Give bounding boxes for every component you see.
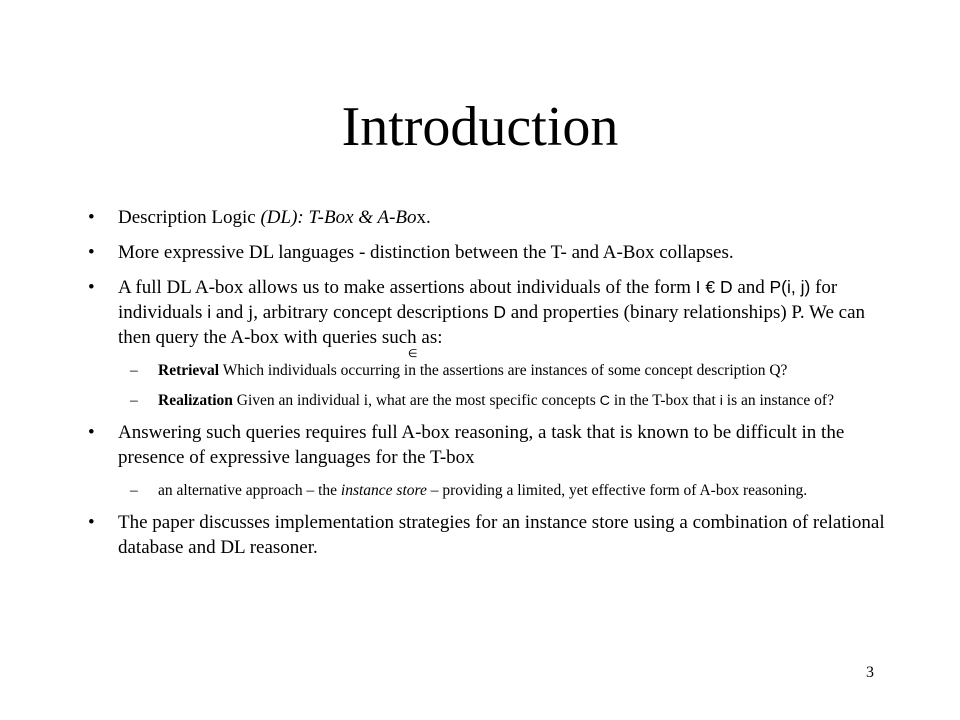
formula-text: I € D: [695, 277, 733, 297]
bullet-item: [88, 510, 888, 560]
sub-bullet-marker: –: [130, 482, 138, 499]
formula-text: P(i, j): [769, 277, 811, 297]
bullet-marker: •: [88, 242, 95, 263]
slide-title: Introduction: [341, 96, 619, 158]
bullet-text: More expressive DL languages - distinction between the T- and A-Box collapses.: [118, 242, 734, 263]
sub-bullet-emphasis: instance store: [340, 482, 427, 499]
sub-bullet-item: [88, 348, 888, 382]
sub-bullet-heading: Retrieval: [158, 362, 220, 379]
page-number: 3: [866, 664, 874, 681]
bullet-item: [88, 275, 888, 350]
bullet-text: Answering such queries requires full A-box reasoning, a task that is known to be difficult in the presence of expressive languages for the T-box: [118, 422, 845, 468]
sub-bullet-heading: Realization: [158, 392, 233, 409]
bullet-item: [88, 205, 888, 230]
sub-bullet-item: [88, 480, 888, 502]
sub-bullet-marker: –: [130, 362, 138, 379]
bullet-text: and j, arbitrary concept descriptions: [211, 302, 494, 323]
bullet-text: A full DL A-box allows us to make assertions about individuals of the form: [118, 277, 696, 298]
sub-bullet-text: is an instance of?: [722, 392, 834, 409]
bullet-marker: •: [88, 512, 95, 533]
bullet-marker: •: [88, 207, 95, 228]
bullet-item: [88, 420, 888, 470]
sub-bullet-text: Which individuals occurring in: [219, 362, 420, 379]
slide-content: [88, 205, 888, 570]
sub-bullet-text: the assertions are instances of some concept description Q?: [419, 362, 788, 379]
bullet-text: The paper discusses implementation strategies for an instance store using a combination of relational database and DL reasoner.: [118, 512, 885, 558]
bullet-text: and properties (binary relationships) P. We can then query the A-box with queries such as:: [118, 302, 866, 348]
formula-text: C: [599, 393, 610, 409]
sub-bullet-text: Given an individual i, what are the most specific concepts: [232, 392, 600, 409]
bullet-item: [88, 240, 888, 265]
bullet-marker: •: [88, 422, 95, 443]
bullet-text: (DL):: [260, 207, 309, 228]
sub-bullet-item: [88, 390, 888, 412]
bullet-marker: •: [88, 277, 95, 298]
formula-text: i: [207, 302, 212, 322]
bullet-text: and: [732, 277, 770, 298]
bullet-text: for individuals: [118, 277, 838, 323]
bullet-text: Description Logic: [118, 207, 261, 228]
sub-bullet-marker: –: [130, 392, 138, 409]
formula-text: D: [493, 302, 506, 322]
formula-text: i: [719, 393, 723, 409]
sub-bullet-text: – providing a limited, yet effective form of A-box reasoning.: [426, 482, 808, 499]
bullet-text: T-Box & A-Bo: [308, 207, 417, 228]
sub-bullet-text: an alternative approach – the: [158, 482, 341, 499]
sub-bullet-text: in the T-box that: [609, 392, 720, 409]
element-of-symbol: ∈: [407, 348, 418, 360]
bullet-text: x.: [416, 207, 431, 228]
